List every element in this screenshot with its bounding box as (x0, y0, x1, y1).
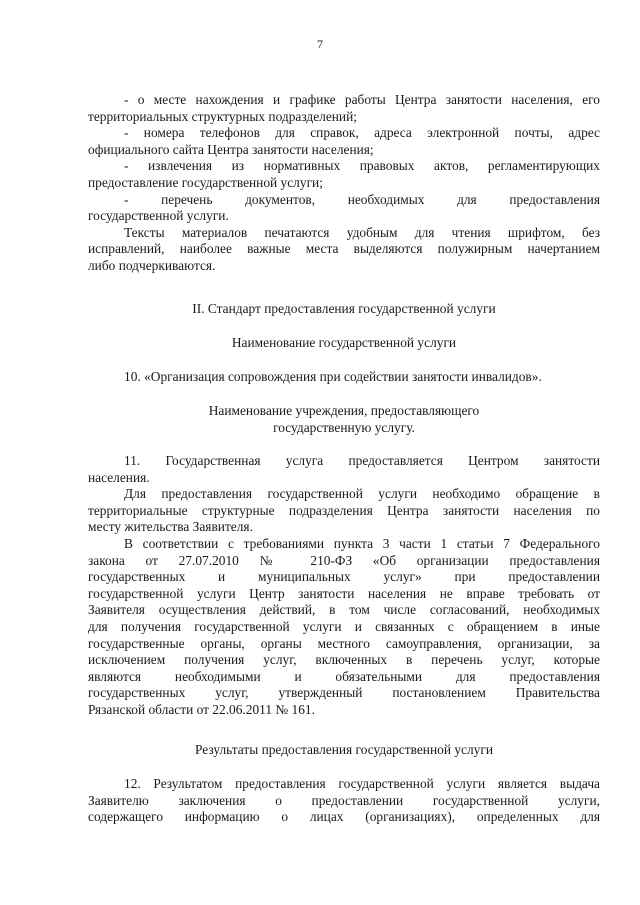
heading-service-name: Наименование государственной услуги (231, 335, 457, 350)
paragraph-11: 11. Государственная услуга предоставляется Центром занятости населения. Для предоставления государственной услуги необходимо обращение в территориальные структурные подразделения Центра занятости населения по месту жительства Заявителя. В соответствии с требованиями пункта 3 части 1 статьи 7 Федерального закона от 27.07.2010 № 210-ФЗ «Об организации предоставления государственных и муниципальных услуг» при предоставлении государственной услуги Центр занятости населения не вправе требовать от Заявителя осуществления действий, в том числе согласований, необходимых для получения государственной услуги и связанных с обращением в иные государственные органы, органы местного самоуправления, организации, за исключением получения услуг, включенных в перечень услуг, которые являются необходимыми и обязательными для предоставления государственных услуг, утвержденный постановлением Правительства Рязанской области от 22.06.2011 № 161. (88, 453, 600, 717)
section-title: II. Стандарт предоставления государственной услуги (192, 301, 496, 316)
paragraph-11-c: В соответствии с требованиями пункта 3 части 1 статьи 7 Федерального закона от 27.07.2010 № 210-ФЗ «Об организации предоставления государственных и муниципальных услуг» при предоставлении государственной услуги Центр занятости населения не вправе требовать от Заявителя осуществления действий, в том числе согласований, необходимых для получения государственной услуги и связанных с обращением в иные государственные органы, органы местного самоуправления, организации, за исключением получения услуг, включенных в перечень услуг, которые являются необходимыми и обязательными для предоставления государственных услуг, утвержденный постановлением Правительства Рязанской области от 22.06.2011 № 161. (88, 535, 600, 717)
paragraph-12: 12. Результатом предоставления государственной услуги является выдача Заявителю заключения о предоставлении государственной услуги, содержащего информацию о лицах (организациях), определенных для (88, 776, 600, 825)
list-item: - перечень документов, необходимых для предоставления государственной услуги. (88, 191, 600, 224)
heading-results: Результаты предоставления государственной услуги (194, 742, 494, 757)
info-list (88, 92, 600, 275)
paragraph-10: 10. «Организация сопровождения при содействии занятости инвалидов». (124, 369, 542, 384)
paragraph-11-b: Для предоставления государственной услуги необходимо обращение в территориальные структурные подразделения Центра занятости населения по месту жительства Заявителя. (88, 486, 600, 535)
page-number: 7 (317, 37, 323, 51)
list-item: - номера телефонов для справок, адреса электронной почты, адрес официального сайта Центра занятости населения; (88, 125, 600, 157)
list-item: - о месте нахождения и графике работы Центра занятости населения, его территориальных структурных подразделений; (88, 92, 600, 124)
list-item: - извлечения из нормативных правовых актов, регламентирующих предоставление государственной услуги; (88, 158, 600, 190)
texts-paragraph: Тексты материалов печатаются удобным для чтения шрифтом, без исправлений, наиболее важные места выделяются полужирным начертанием либо подчеркиваются. (88, 224, 600, 273)
heading-institution: Наименование учреждения, предоставляющего государственную услугу. (208, 403, 480, 435)
